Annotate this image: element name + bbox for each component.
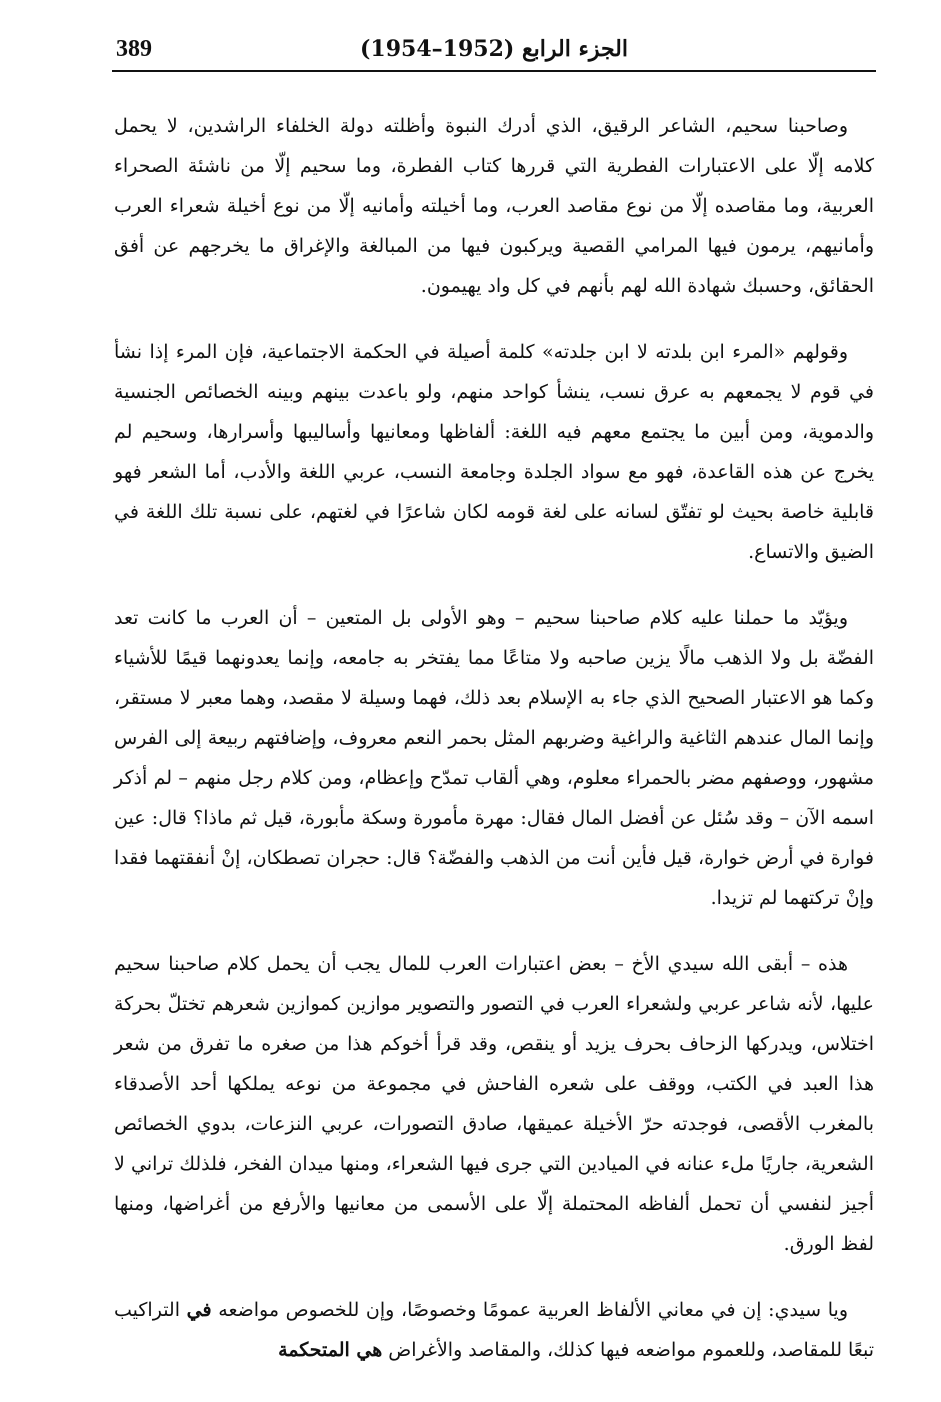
paragraph-5-text-a: ويا سيدي: إن في معاني الألفاظ العربية عمومًا وخصوصًا، وإن للخصوص مواضعه (211, 1299, 848, 1321)
page-number: 389 (116, 36, 152, 62)
paragraph-5-text-b: التراكيب تبعًا للمقاصد، وللعموم مواضعه فيها كذلك، والمقاصد والأغراض (114, 1299, 874, 1361)
paragraph-5-bold-b: هي المتحكمة (278, 1339, 383, 1361)
running-title: الجزء الرابع (1952–1954) (359, 36, 629, 62)
paragraph-1: وصاحبنا سحيم، الشاعر الرقيق، الذي أدرك النبوة وأظلته دولة الخلفاء الراشدين، لا يحمل كلامه إلّا على الاعتبارات الفطرية التي قررها كتاب الفطرة، وما سحيم إلّا من ناشئة الصحراء العربية، وما مقاصده إلّا من نوع مقاصد العرب، وما أخيلته وأمانيه إلّا من نوع أخيلة شعراء العرب وأمانيهم، يرمون فيها المرامي القصية ويركبون فيها من المبالغة والإغراق ما يخرجهم عن أفق الحقائق، وحسبك شهادة الله لهم بأنهم في كل واد يهيمون. (114, 115, 874, 297)
paragraph-5-bold-a: في (186, 1299, 212, 1321)
paragraph-4: هذه – أبقى الله سيدي الأخ – بعض اعتبارات العرب للمال يجب أن يحمل كلام صاحبنا سحيم عليها، لأنه شاعر عربي ولشعراء العرب في التصور والتصوير موازين كموازين شعرهم تختلّ بحركة اختلاس، ويدركها الزحاف بحرف يزيد أو ينقص، وقد قرأ أخوكم هذا من صغره ما تفرق من شعر هذا العبد في الكتب، ووقف على شعره الفاحش في مجموعة من نوعه يملكها أحد الأصدقاء بالمغرب الأقصى، فوجدته حرّ الأخيلة عميقها، صادق التصورات، عربي النزعات، بدوي الخصائص الشعرية، جاريًا ملء عنانه في الميادين التي جرى فيها الشعراء، ومنها ميدان الفخر، فلذلك تراني لا أجيز لنفسي أن تحمل ألفاظه المحتملة إلّا على الأسمى من معانيها والأرفع من أغراضها، ومنها لفظ الورق. (114, 953, 874, 1255)
page-header (112, 30, 876, 72)
paragraph-2: وقولهم «المرء ابن بلدته لا ابن جلدته» كلمة أصيلة في الحكمة الاجتماعية، فإن المرء إذا نشأ في قوم لا يجمعهم به عرق نسب، ينشأ كواحد منهم، ولو باعدت بينهم وبينه الخصائص الجنسية والدموية، ومن أبين ما يجتمع معهم فيه اللغة: ألفاظها ومعانيها وأساليبها وأسرارها، وسحيم لم يخرج عن هذه القاعدة، فهو مع سواد الجلدة وجامعة النسب، عربي اللغة والأدب، أما الشعر فهو قابلية خاصة بحيث لو تفتّق لسانه على لغة قومه لكان شاعرًا في لغتهم، على نسبة تلك اللغة في الضيق والاتساع. (114, 341, 874, 563)
paragraph-5 (114, 1290, 874, 1370)
paragraph-3: ويؤيّد ما حملنا عليه كلام صاحبنا سحيم – وهو الأولى بل المتعين – أن العرب ما كانت تعد الفضّة بل ولا الذهب مالًا يزين صاحبه ولا متاعًا مما يفتخر به جامعه، وإنما يعدونهما قيمًا للأشياء وكما هو الاعتبار الصحيح الذي جاء به الإسلام بعد ذلك، فهما وسيلة لا مقصد، وهما معبر لا مستقر، وإنما المال عندهم الثاغية والراغية وضربهم المثل بحمر النعم معروف، وإضافتهم ربيعة إلى الفرس مشهور، ووصفهم مضر بالحمراء معلوم، وهي ألقاب تمدّح وإعظام، ومن كلام رجل منهم – لم أذكر اسمه الآن – وقد سُئل عن أفضل المال فقال: مهرة مأمورة وسكة مأبورة، قيل ثم ماذا؟ قال: عين فوارة في أرض خوارة، قيل فأين أنت من الذهب والفضّة؟ قال: حجران تصطكان، إنْ أنفقتهما فقدا وإنْ تركتهما لم تزيدا. (114, 607, 875, 909)
body-text (114, 106, 874, 1370)
